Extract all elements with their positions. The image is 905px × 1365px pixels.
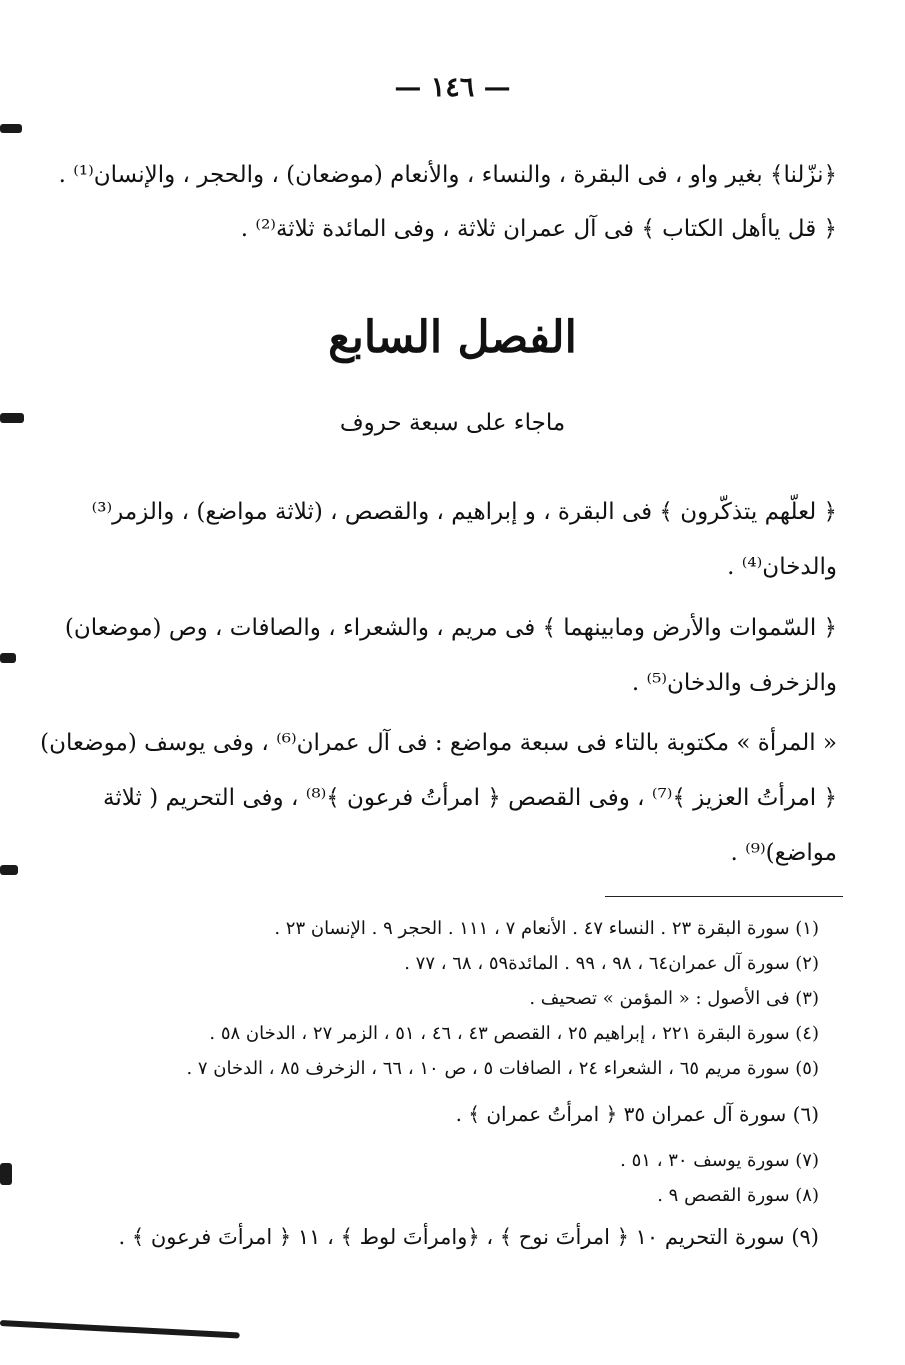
body-line: « المرأة » مكتوبة بالتاء فى سبعة مواضع : فى آل عمران⁽⁶⁾ ، وفى يوسف (موضعان) (40, 730, 837, 756)
footnote: (٣) فى الأصول : « المؤمن » تصحيف . (529, 988, 819, 1009)
body-line: ﴿ لعلّهم يتذكّرون ﴾ فى البقرة ، و إبراهيم ، والقصص ، (ثلاثة مواضع) ، والزمر⁽³⁾ (91, 499, 837, 525)
footnote: (١) سورة البقرة ٢٣ . النساء ٤٧ . الأنعام ٧ ، ١١١ . الحجر ٩ . الإنسان ٢٣ . (274, 918, 819, 939)
footnote: (٥) سورة مريم ٦٥ ، الشعراء ٢٤ ، الصافات ٥ ، ص ١٠ ، ٦٦ ، الزخرف ٨٥ ، الدخان ٧ . (186, 1058, 819, 1079)
scan-mark (0, 1163, 12, 1185)
chapter-title: الفصل السابع (328, 312, 577, 363)
body-line: ﴿ السّموات والأرض ومابينهما ﴾ فى مريم ، والشعراء ، والصافات ، وص (موضعان) (64, 615, 837, 641)
intro-line: ﴿ قل ياأهل الكتاب ﴾ فى آل عمران ثلاثة ، وفى المائدة ثلاثة⁽²⁾ . (240, 216, 837, 242)
footnote: (٢) سورة آل عمران٦٤ ، ٩٨ ، ٩٩ . المائدة٥٩ ، ٦٨ ، ٧٧ . (404, 953, 819, 974)
scan-mark (0, 124, 22, 133)
footnote: (٧) سورة يوسف ٣٠ ، ٥١ . (620, 1150, 819, 1171)
footnote: (٨) سورة القصص ٩ . (657, 1185, 819, 1206)
body-line: مواضع)⁽⁹⁾ . (730, 840, 837, 866)
body-line: والزخرف والدخان⁽⁵⁾ . (631, 670, 837, 696)
footnote-separator (605, 896, 843, 897)
page-number: — ١٤٦ — (394, 72, 511, 103)
intro-line: ﴿نزّلنا﴾ بغير واو ، فى البقرة ، والنساء ، والأنعام (موضعان) ، والحجر ، والإنسان⁽¹⁾ . (58, 162, 837, 188)
body-line: والدخان⁽⁴⁾ . (727, 554, 837, 580)
body-line: ﴿ امرأتُ العزيز ﴾⁽⁷⁾ ، وفى القصص ﴿ امرأتُ فرعون ﴾⁽⁸⁾ ، وفى التحريم ( ثلاثة (103, 785, 837, 811)
chapter-subtitle: ماجاء على سبعة حروف (339, 410, 566, 436)
footnote: (٩) سورة التحريم ١٠ ﴿ امرأتَ نوح ﴾ ، ﴿وامرأتَ لوط ﴾ ، ١١ ﴿ امرأتَ فرعون ﴾ . (118, 1225, 819, 1249)
scan-mark (0, 865, 18, 875)
footnote: (٤) سورة البقرة ٢٢١ ، إبراهيم ٢٥ ، القصص ٤٣ ، ٤٦ ، ٥١ ، الزمر ٢٧ ، الدخان ٥٨ . (209, 1023, 819, 1044)
scan-mark (0, 653, 16, 663)
scan-mark (0, 413, 24, 423)
footnote: (٦) سورة آل عمران ٣٥ ﴿ امرأتُ عمران ﴾ . (455, 1102, 819, 1126)
